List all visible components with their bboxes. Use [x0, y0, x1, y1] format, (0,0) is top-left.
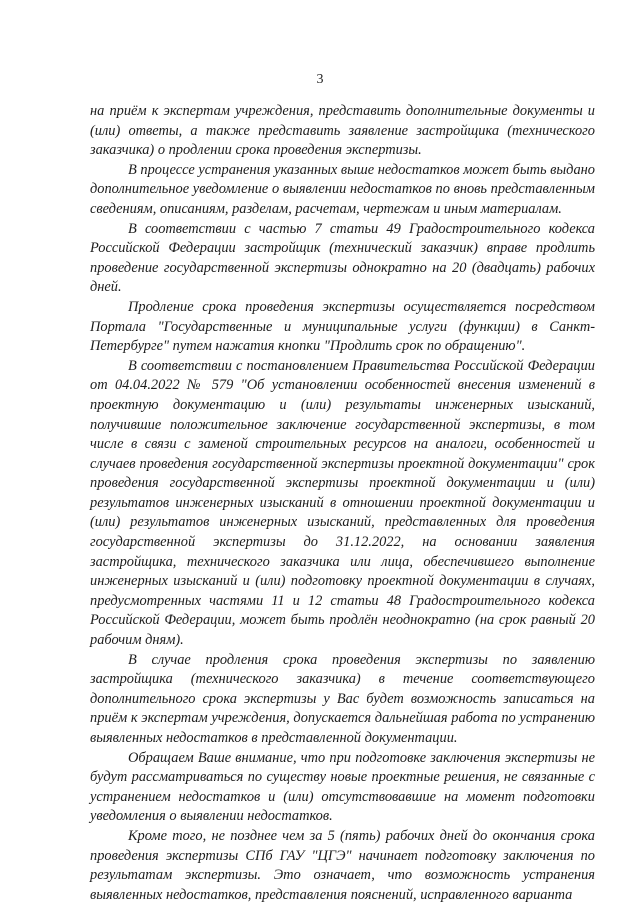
paragraph-deadline-note: Кроме того, не позднее чем за 5 (пять) рабочих дней до окончания срока проведения экспертизы СПб ГАУ "ЦГЭ" начинает подготовку заключения по результатам экспертизы. Это означает, что возможность устранения выявленных недостатков, представления пояснений, исправленного варианта: [90, 827, 595, 903]
document-body: [90, 102, 595, 905]
paragraph-attention-note: Обращаем Ваше внимание, что при подготовке заключения экспертизы не будут рассматриваться по существу новые проектные решения, не связанные с устранением недостатков и (или) отсутствовавшие на момент подготовки уведомления о выявлении недостатков.: [90, 749, 595, 825]
paragraph-extension-right: В соответствии с частью 7 статьи 49 Градостроительного кодекса Российской Федерации застройщик (технический заказчик) вправе продлить проведение государственной экспертизы однократно на 20 (двадцать) рабочих дней.: [90, 220, 595, 296]
paragraph-extension-portal: Продление срока проведения экспертизы осуществляется посредством Портала "Государственные и муниципальные услуги (функции) в Санкт-Петербурге" путем нажатия кнопки "Продлить срок по обращению".: [90, 298, 595, 355]
paragraph-government-decree: В соответствии с постановлением Правительства Российской Федерации от 04.04.2022 № 579 "Об установлении особенностей внесения изменений в проектную документацию и (или) результаты инженерных изысканий, получившие положительное заключение государственной экспертизы, в том числе в связи с заменой строительных ресурсов на аналоги, особенностей и случаев проведения государственной экспертизы проектной документации" срок проведения государственной экспертизы проектной документации и (или) результатов инженерных изысканий в отношении проектной документации и (или) результатов инженерных изысканий, представленных для проведения государственной экспертизы до 31.12.2022, на основании заявления застройщика, технического заказчика или лица, обеспечившего выполнение инженерных изысканий и (или) подготовку проектной документации в случаях, предусмотренных частями 11 и 12 статьи 48 Градостроительного кодекса Российской Федерации, может быть продлён неоднократно (на срок равный 20 рабочим дням).: [90, 357, 595, 649]
paragraph-additional-notice: В процессе устранения указанных выше недостатков может быть выдано дополнительное уведомление о выявлении недостатков по вновь представленным сведениям, описаниям, разделам, расчетам, чертежам и иным материалам.: [90, 161, 595, 217]
paragraph-extension-case: В случае продления срока проведения экспертизы по заявлению застройщика (технического заказчика) в течение соответствующего дополнительного срока экспертизы у Вас будет возможность записаться на приём к экспертам учреждения, допускается дальнейшая работа по устранению выявленных недостатков в представленной документации.: [90, 651, 595, 746]
paragraph-continuation: на приём к экспертам учреждения, представить дополнительные документы и (или) ответы, а также представить заявление застройщика (технического заказчика) о продлении срока проведения экспертизы.: [90, 103, 595, 159]
page-number: 3: [316, 72, 324, 87]
